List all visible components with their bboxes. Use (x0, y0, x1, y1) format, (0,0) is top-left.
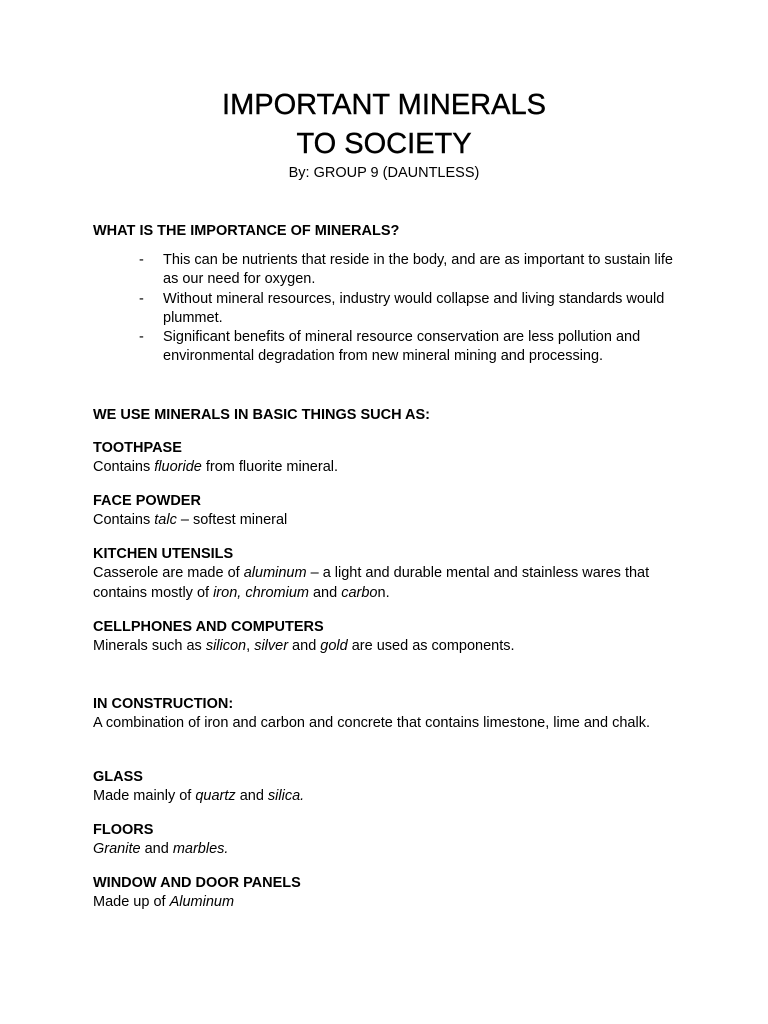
bullet-text: Without mineral resources, industry would collapse and living standards would plummet. (163, 290, 665, 326)
face-powder-block (93, 492, 693, 531)
face-powder-title: FACE POWDER (93, 493, 201, 509)
byline: By: GROUP 9 (DAUNTLESS) (288, 165, 480, 181)
panels-title: WINDOW AND DOOR PANELS (93, 875, 301, 891)
importance-bullet-list (93, 251, 693, 367)
importance-section (93, 222, 693, 241)
importance-heading: WHAT IS THE IMPORTANCE OF MINERALS? (93, 223, 400, 239)
floors-text: Granite and marbles. (93, 841, 229, 858)
uses-heading: WE USE MINERALS IN BASIC THINGS SUCH AS: (93, 407, 431, 423)
glass-block (93, 768, 693, 807)
floors-title: FLOORS (93, 822, 154, 838)
toothpaste-title: TOOTHPASE (93, 440, 182, 456)
construction-text: A combination of iron and carbon and concrete that contains limestone, lime and chalk. (93, 715, 650, 732)
cellphones-text: Minerals such as silicon, silver and gold are used as components. (93, 638, 515, 655)
construction-block (93, 695, 693, 734)
list-item (93, 290, 683, 329)
toothpaste-block (93, 439, 693, 478)
document-title-line-1: IMPORTANT MINERALS (222, 89, 546, 121)
list-item (93, 328, 683, 367)
glass-text: Made mainly of quartz and silica. (93, 788, 305, 805)
list-item (93, 251, 683, 290)
cellphones-block (93, 618, 693, 657)
uses-heading-block (93, 406, 693, 425)
panels-block (93, 874, 693, 913)
cellphones-title: CELLPHONES AND COMPUTERS (93, 619, 324, 635)
construction-heading: IN CONSTRUCTION: (93, 696, 234, 712)
document-title-line-2: TO SOCIETY (296, 128, 472, 160)
panels-text: Made up of Aluminum (93, 894, 235, 911)
face-powder-text: Contains talc – softest mineral (93, 512, 288, 529)
toothpaste-text: Contains fluoride from fluorite mineral. (93, 459, 339, 476)
dash-bullet: - (139, 329, 144, 346)
bullet-text: This can be nutrients that reside in the body, and are as important to sustain life as our need for oxygen. (163, 252, 673, 288)
dash-bullet: - (139, 252, 144, 268)
kitchen-utensils-block (93, 545, 693, 603)
kitchen-utensils-text: Casserole are made of aluminum – a light and durable mental and stainless wares that contains mostly of iron, chromium and carbon. (93, 565, 650, 601)
kitchen-utensils-title: KITCHEN UTENSILS (93, 546, 234, 562)
floors-block (93, 821, 693, 860)
bullet-text: Significant benefits of mineral resource conservation are less pollution and environmental degradation from new mineral mining and processing. (163, 329, 641, 365)
glass-title: GLASS (93, 769, 143, 785)
dash-bullet: - (139, 290, 144, 307)
